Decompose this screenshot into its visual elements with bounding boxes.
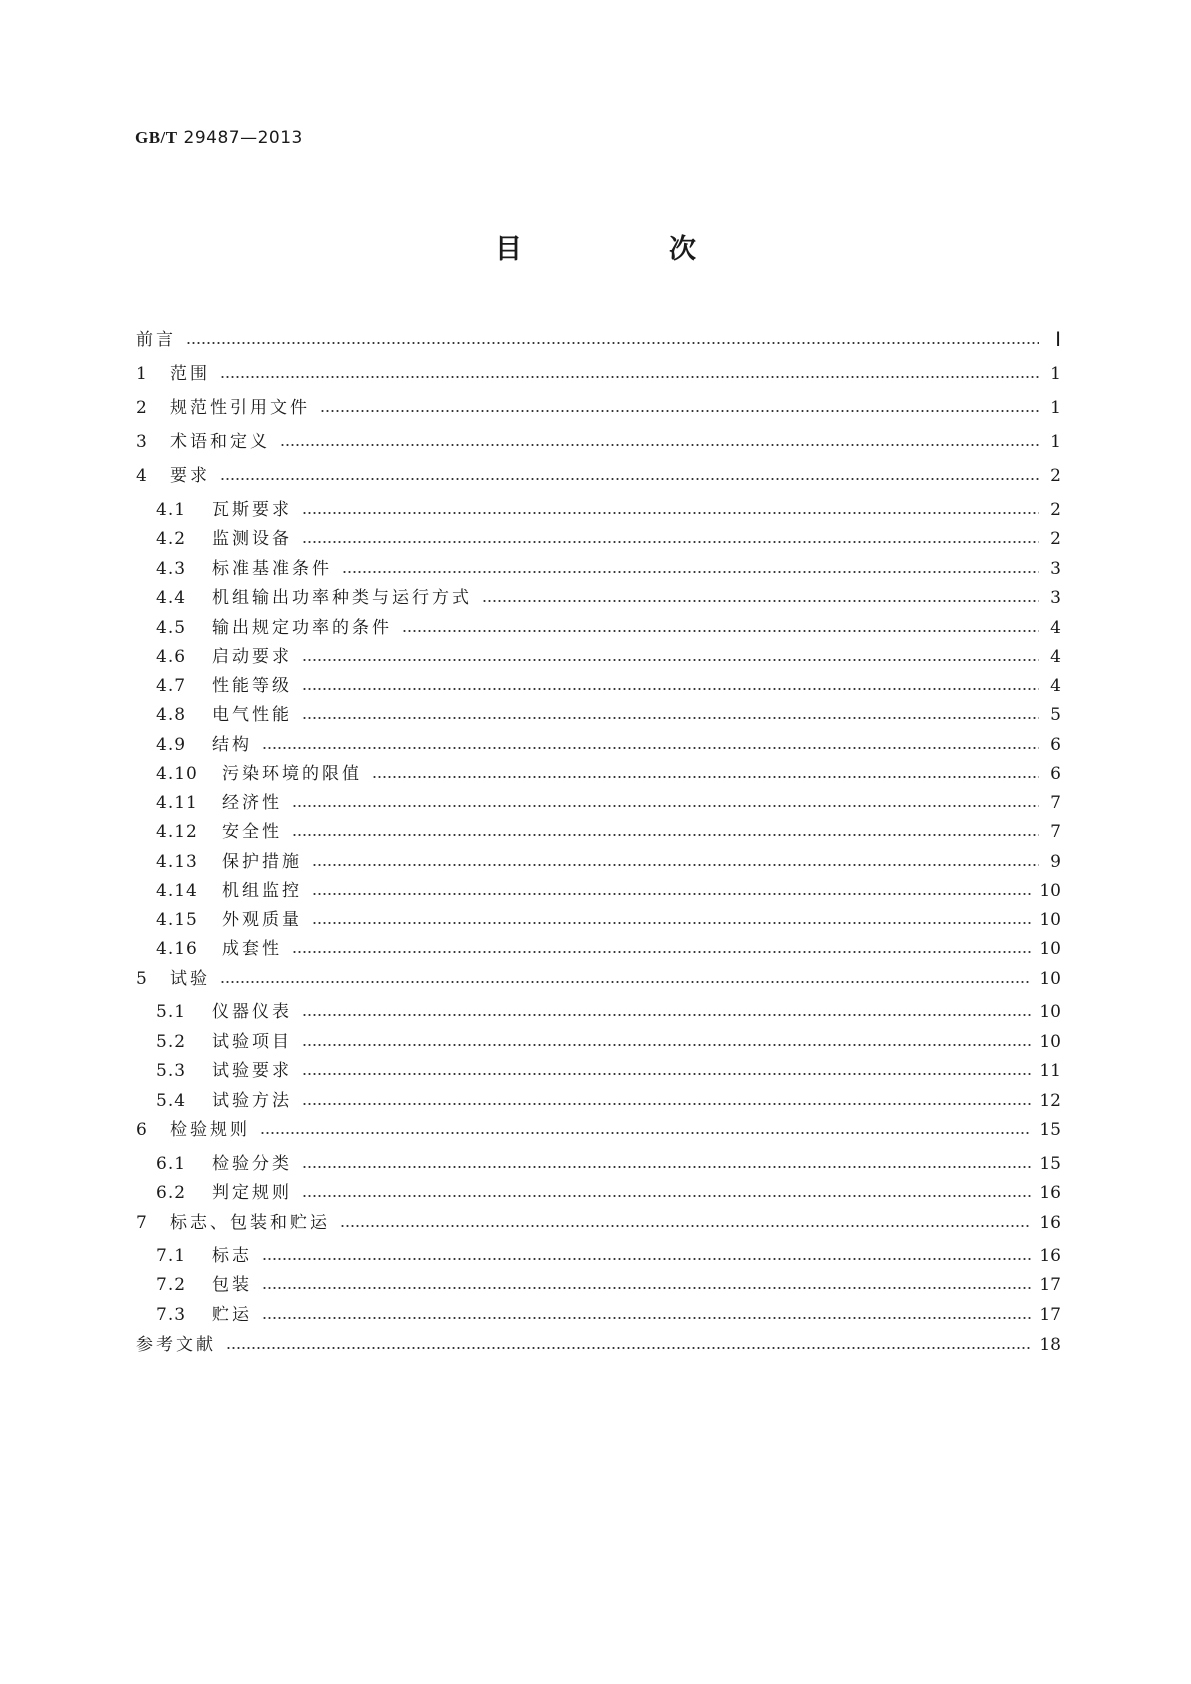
toc-entry-number: 7.3 bbox=[156, 1305, 187, 1325]
toc-entry-title: 范围 bbox=[170, 364, 210, 384]
toc-entry-title: 经济性 bbox=[222, 793, 282, 813]
toc-entry-title: 瓦斯要求 bbox=[212, 500, 292, 520]
toc-entry[interactable] bbox=[136, 361, 1061, 387]
toc-entry[interactable] bbox=[156, 673, 1061, 699]
toc-entry-title: 启动要求 bbox=[212, 647, 292, 667]
toc-leader-dots bbox=[220, 478, 1039, 480]
toc-leader-dots bbox=[302, 1073, 1031, 1075]
toc-leader-dots bbox=[320, 410, 1039, 412]
toc-entry[interactable] bbox=[156, 644, 1061, 670]
toc-entry-title: 外观质量 bbox=[222, 910, 302, 930]
toc-entry[interactable] bbox=[136, 395, 1061, 421]
toc-entry-page: 6 bbox=[1050, 735, 1061, 755]
toc-entry-page: 10 bbox=[1039, 939, 1061, 959]
toc-entry-title: 成套性 bbox=[222, 939, 282, 959]
toc-entry-title: 标准基准条件 bbox=[212, 559, 332, 579]
toc-leader-dots bbox=[312, 922, 1031, 924]
toc-leader-dots bbox=[292, 805, 1039, 807]
toc-entry-title: 前言 bbox=[136, 330, 176, 350]
toc-entry-number: 2 bbox=[136, 398, 148, 418]
toc-entry-number: 4 bbox=[136, 466, 148, 486]
toc-entry-number: 4.1 bbox=[156, 500, 187, 520]
toc-entry-number: 4.7 bbox=[156, 676, 187, 696]
toc-entry[interactable] bbox=[156, 526, 1061, 552]
toc-entry[interactable] bbox=[156, 585, 1061, 611]
toc-entry[interactable] bbox=[156, 1243, 1061, 1269]
toc-entry-title: 标志 bbox=[212, 1246, 252, 1266]
toc-entry-number: 4.15 bbox=[156, 910, 198, 930]
toc-leader-dots bbox=[220, 376, 1039, 378]
toc-entry[interactable] bbox=[156, 936, 1061, 962]
toc-leader-dots bbox=[402, 630, 1039, 632]
toc-entry[interactable] bbox=[156, 1029, 1061, 1055]
toc-leader-dots bbox=[292, 951, 1031, 953]
toc-entry-page: 10 bbox=[1039, 910, 1061, 930]
toc-entry[interactable] bbox=[156, 732, 1061, 758]
toc-entry-title: 检验规则 bbox=[170, 1120, 250, 1140]
toc-entry-page: 18 bbox=[1039, 1335, 1061, 1355]
toc-entry-page: 3 bbox=[1050, 588, 1061, 608]
toc-entry[interactable] bbox=[136, 1210, 1061, 1236]
toc-leader-dots bbox=[292, 834, 1039, 836]
toc-entry-title: 贮运 bbox=[212, 1305, 252, 1325]
page-title: 目 次 bbox=[495, 234, 756, 265]
toc-leader-dots bbox=[262, 1317, 1031, 1319]
toc-leader-dots bbox=[186, 342, 1039, 344]
toc-entry-title: 检验分类 bbox=[212, 1154, 292, 1174]
toc-entry-number: 7.1 bbox=[156, 1246, 187, 1266]
toc-leader-dots bbox=[342, 571, 1039, 573]
toc-entry-page: 2 bbox=[1050, 529, 1061, 549]
toc-entry-page: 4 bbox=[1050, 618, 1061, 638]
toc-leader-dots bbox=[262, 1258, 1031, 1260]
toc-leader-dots bbox=[302, 717, 1039, 719]
toc-entry-title: 性能等级 bbox=[212, 676, 292, 696]
toc-entry-page: 11 bbox=[1039, 1061, 1061, 1081]
toc-entry-number: 4.2 bbox=[156, 529, 187, 549]
toc-entry[interactable] bbox=[136, 966, 1061, 992]
toc-entry-page: 17 bbox=[1039, 1275, 1061, 1295]
toc-entry-title: 机组监控 bbox=[222, 881, 302, 901]
toc-entry-page: 10 bbox=[1039, 1032, 1061, 1052]
toc-leader-dots bbox=[302, 1014, 1031, 1016]
toc-leader-dots bbox=[340, 1225, 1031, 1227]
toc-entry[interactable] bbox=[156, 819, 1061, 845]
toc-entry-title: 污染环境的限值 bbox=[222, 764, 362, 784]
toc-entry-number: 4.5 bbox=[156, 618, 187, 638]
toc-entry-number: 4.12 bbox=[156, 822, 198, 842]
toc-entry-title: 术语和定义 bbox=[170, 432, 270, 452]
toc-entry[interactable] bbox=[156, 849, 1061, 875]
toc-entry-number: 5.1 bbox=[156, 1002, 187, 1022]
toc-leader-dots bbox=[312, 893, 1031, 895]
toc-entry-page: 10 bbox=[1039, 1002, 1061, 1022]
toc-leader-dots bbox=[302, 1166, 1031, 1168]
toc-entry-page: 9 bbox=[1050, 852, 1061, 872]
toc-entry[interactable] bbox=[156, 1058, 1061, 1084]
toc-leader-dots bbox=[220, 981, 1031, 983]
toc-leader-dots bbox=[260, 1132, 1031, 1134]
toc-entry[interactable] bbox=[136, 429, 1061, 455]
toc-entry-number: 4.3 bbox=[156, 559, 187, 579]
toc-entry-title: 输出规定功率的条件 bbox=[212, 618, 392, 638]
toc-entry-number: 5.3 bbox=[156, 1061, 187, 1081]
toc-entry-page: 7 bbox=[1050, 793, 1061, 813]
toc-entry[interactable] bbox=[156, 497, 1061, 523]
toc-entry-page: 2 bbox=[1050, 466, 1061, 486]
toc-entry-page: 17 bbox=[1039, 1305, 1061, 1325]
toc-entry-page: 10 bbox=[1039, 969, 1061, 989]
toc-entry-number: 4.13 bbox=[156, 852, 198, 872]
toc-entry-number: 7.2 bbox=[156, 1275, 187, 1295]
toc-entry-number: 6.2 bbox=[156, 1183, 187, 1203]
toc-leader-dots bbox=[302, 688, 1039, 690]
toc-entry-title: 保护措施 bbox=[222, 852, 302, 872]
toc-entry-number: 4.6 bbox=[156, 647, 187, 667]
toc-entry-page: 7 bbox=[1050, 822, 1061, 842]
toc-entry[interactable] bbox=[156, 1088, 1061, 1114]
toc-leader-dots bbox=[302, 1044, 1031, 1046]
toc-leader-dots bbox=[280, 444, 1039, 446]
toc-entry-page: 2 bbox=[1050, 500, 1061, 520]
toc-entry-number: 4.10 bbox=[156, 764, 198, 784]
toc-entry-number: 5.4 bbox=[156, 1091, 187, 1111]
toc-entry-number: 4.14 bbox=[156, 881, 198, 901]
toc-entry[interactable] bbox=[156, 878, 1061, 904]
toc-entry[interactable] bbox=[156, 790, 1061, 816]
toc-leader-dots bbox=[482, 600, 1039, 602]
toc-entry-title: 结构 bbox=[212, 735, 252, 755]
toc-entry-number: 4.11 bbox=[156, 793, 198, 813]
toc-entry[interactable] bbox=[156, 999, 1061, 1025]
toc-entry-number: 5 bbox=[136, 969, 148, 989]
toc-entry-title: 规范性引用文件 bbox=[170, 398, 310, 418]
toc-entry-number: 6 bbox=[136, 1120, 148, 1140]
toc-entry-page: 6 bbox=[1050, 764, 1061, 784]
toc-entry-page: 1 bbox=[1050, 364, 1061, 384]
toc-entry-title: 试验方法 bbox=[212, 1091, 292, 1111]
toc-entry[interactable] bbox=[156, 761, 1061, 787]
toc-leader-dots bbox=[262, 747, 1039, 749]
toc-entry[interactable] bbox=[156, 1151, 1061, 1177]
toc-entry-title: 试验 bbox=[170, 969, 210, 989]
toc-entry-number: 4.8 bbox=[156, 705, 187, 725]
toc-entry-number: 6.1 bbox=[156, 1154, 187, 1174]
toc-entry-title: 包装 bbox=[212, 1275, 252, 1295]
toc-leader-dots bbox=[312, 864, 1039, 866]
toc-entry-title: 参考文献 bbox=[136, 1335, 216, 1355]
toc-entry-foreword[interactable] bbox=[136, 327, 1061, 353]
toc-entry-title: 试验项目 bbox=[212, 1032, 292, 1052]
toc-entry-title: 要求 bbox=[170, 466, 210, 486]
toc-entry[interactable] bbox=[156, 556, 1061, 582]
toc-leader-dots bbox=[302, 1195, 1031, 1197]
toc-entry-title: 试验要求 bbox=[212, 1061, 292, 1081]
toc-entry-number: 7 bbox=[136, 1213, 148, 1233]
toc-entry-page: 4 bbox=[1050, 647, 1061, 667]
toc-entry-title: 判定规则 bbox=[212, 1183, 292, 1203]
toc-entry[interactable] bbox=[156, 615, 1061, 641]
toc-entry-page: 5 bbox=[1050, 705, 1061, 725]
toc-entry-page: 15 bbox=[1039, 1120, 1061, 1140]
toc-entry[interactable] bbox=[136, 1117, 1061, 1143]
toc-entry-number: 3 bbox=[136, 432, 148, 452]
toc-leader-dots bbox=[302, 659, 1039, 661]
toc-entry[interactable] bbox=[156, 1180, 1061, 1206]
toc-entry-references[interactable] bbox=[136, 1332, 1061, 1358]
toc-entry-page: 3 bbox=[1050, 559, 1061, 579]
toc-leader-dots bbox=[372, 776, 1039, 778]
toc-entry[interactable] bbox=[156, 1272, 1061, 1298]
toc-entry-page: 15 bbox=[1039, 1154, 1061, 1174]
toc-entry-title: 标志、包装和贮运 bbox=[170, 1213, 330, 1233]
toc-entry-title: 安全性 bbox=[222, 822, 282, 842]
toc-entry-number: 4.16 bbox=[156, 939, 198, 959]
standard-code bbox=[135, 128, 303, 148]
toc-entry[interactable] bbox=[136, 463, 1061, 489]
toc-entry-page: 16 bbox=[1039, 1246, 1061, 1266]
toc-entry-title: 仪器仪表 bbox=[212, 1002, 292, 1022]
toc-entry[interactable] bbox=[156, 907, 1061, 933]
toc-entry-title: 电气性能 bbox=[212, 705, 292, 725]
toc-entry-page: 16 bbox=[1039, 1213, 1061, 1233]
toc-leader-dots bbox=[262, 1287, 1031, 1289]
toc-leader-dots bbox=[302, 512, 1039, 514]
toc-entry-page: 4 bbox=[1050, 676, 1061, 696]
toc-entry-page: 16 bbox=[1039, 1183, 1061, 1203]
toc-leader-dots bbox=[226, 1347, 1031, 1349]
toc-entry-number: 4.4 bbox=[156, 588, 187, 608]
toc-entry-page: 12 bbox=[1039, 1091, 1061, 1111]
standard-prefix: GB/T bbox=[135, 128, 178, 147]
toc-entry[interactable] bbox=[156, 1302, 1061, 1328]
toc-entry-page: 1 bbox=[1050, 398, 1061, 418]
toc-entry-title: 机组输出功率种类与运行方式 bbox=[212, 588, 472, 608]
toc-entry-title: 监测设备 bbox=[212, 529, 292, 549]
toc-leader-dots bbox=[302, 1103, 1031, 1105]
toc-entry-number: 4.9 bbox=[156, 735, 187, 755]
toc-leader-dots bbox=[302, 541, 1039, 543]
toc-entry[interactable] bbox=[156, 702, 1061, 728]
toc-entry-number: 1 bbox=[136, 364, 148, 384]
toc-entry-page: 1 bbox=[1050, 432, 1061, 452]
standard-number: 29487—2013 bbox=[183, 128, 303, 148]
toc-entry-page: Ⅰ bbox=[1055, 329, 1061, 351]
toc-entry-number: 5.2 bbox=[156, 1032, 187, 1052]
toc-entry-page: 10 bbox=[1039, 881, 1061, 901]
